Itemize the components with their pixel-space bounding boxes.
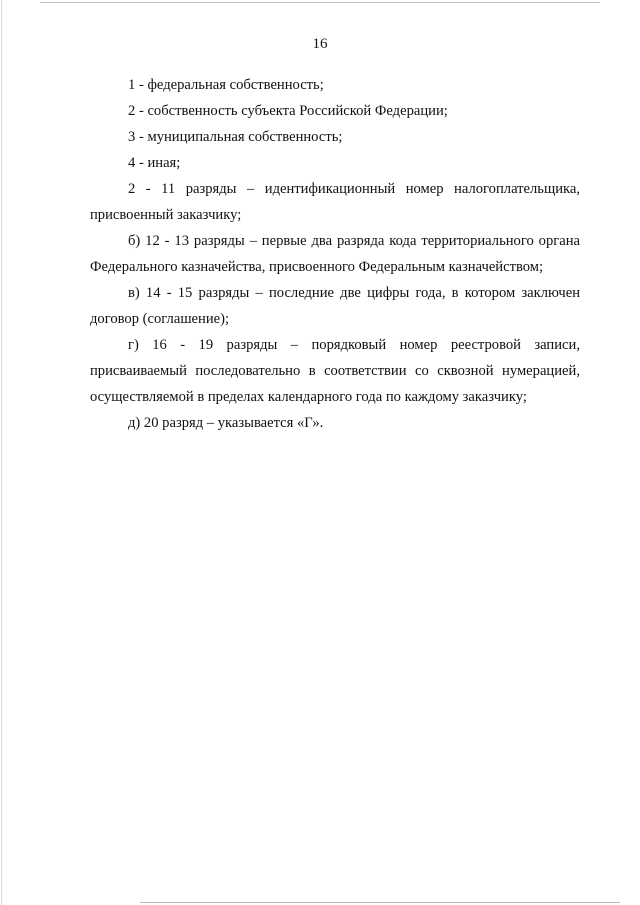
paragraph-digits-16-19: г) 16 - 19 разряды – порядковый номер реестровой записи, присваиваемый последовательно в соответствии со сквозной нумерацией, осуществляемой в пределах календарного года по каждому заказчику; (90, 337, 580, 405)
paragraph-ownership-subject: 2 - собственность субъекта Российской Федерации; (128, 103, 448, 119)
scan-edge-bottom (140, 902, 620, 903)
scan-edge-top (40, 2, 600, 3)
paragraph-ownership-federal: 1 - федеральная собственность; (128, 77, 324, 93)
scan-edge-left (1, 0, 2, 905)
paragraph-ownership-other: 4 - иная; (128, 155, 181, 171)
page-number: 16 (312, 36, 328, 52)
document-body (90, 72, 580, 436)
paragraph-digits-12-13: б) 12 - 13 разряды – первые два разряда кода территориального органа Федерального казначейства, присвоенного Федеральным казначейством; (90, 233, 580, 275)
paragraph-digits-2-11: 2 - 11 разряды – идентификационный номер налогоплательщика, присвоенный заказчику; (90, 181, 580, 223)
paragraph-ownership-municipal: 3 - муниципальная собственность; (128, 129, 343, 145)
paragraph-digits-14-15: в) 14 - 15 разряды – последние две цифры года, в котором заключен договор (соглашение); (90, 285, 580, 327)
paragraph-digit-20: д) 20 разряд – указывается «Г». (128, 415, 324, 431)
